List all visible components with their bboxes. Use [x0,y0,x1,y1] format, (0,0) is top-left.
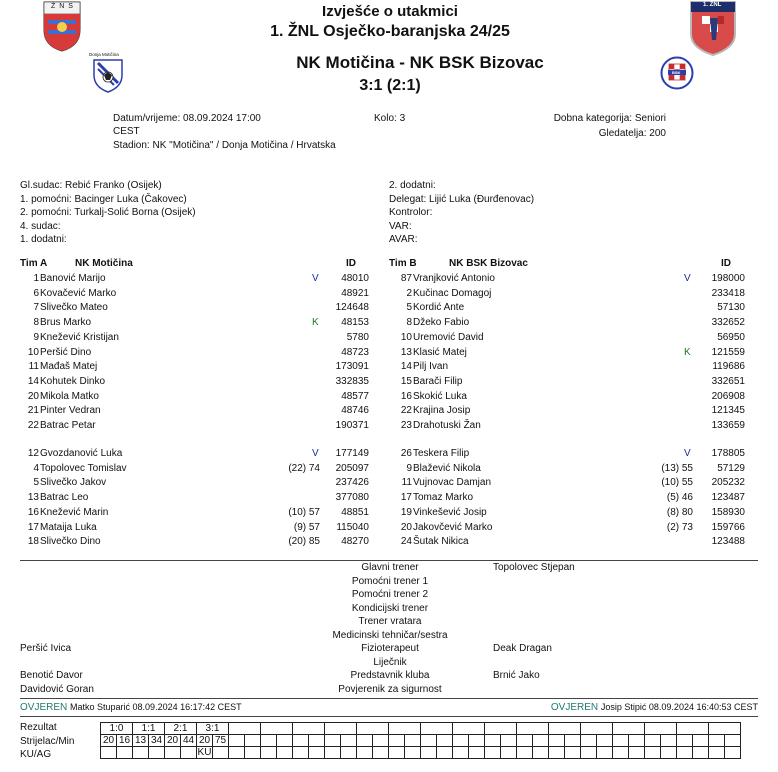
result-cell [517,723,549,735]
away-crest-text: BSK [672,69,681,75]
player-id: 48577 [341,390,369,402]
player-id: 178805 [711,448,745,459]
result-cell: 1:1 [133,723,165,735]
player-name: Teskera Filip [413,448,470,459]
scorer-cell [389,735,405,747]
official-right: VAR: [389,220,412,232]
home-verified-status: OVJEREN [20,702,68,713]
substitution-info: (20) 85 [288,536,320,548]
player-id: 159766 [711,521,745,533]
player-id: 332652 [711,317,745,329]
official-left: Gl.sudac: Rebić Franko (Osijek) [20,180,162,191]
goalkeeper-mark: V [312,273,319,284]
player-id: 332651 [711,375,745,387]
result-cell: 2:1 [165,723,197,735]
scorer-cell: 20 [197,735,213,747]
player-name: Blažević Nikola [413,462,481,474]
card-cell [469,747,485,759]
player-number: 13 [400,346,412,358]
team-b-id-header: ID [721,258,731,269]
result-cell: 1:0 [101,723,133,735]
scorer-cell: 75 [213,735,229,747]
player-number: 1 [33,273,39,284]
player-name: Mikola Matko [40,390,99,402]
substitution-info: (10) 55 [661,477,693,489]
official-right: 2. dodatni: [389,180,436,191]
result-cell [549,723,581,735]
official-left: 1. dodatni: [20,234,67,245]
result-row [101,723,741,735]
scorer-cell [677,735,693,747]
player-id: 190371 [335,420,369,431]
card-cell [309,747,325,759]
card-cell [325,747,341,759]
result-cell [421,723,453,735]
age-category: Dobna kategorija: Seniori [553,113,666,124]
card-cell [613,747,629,759]
match-round: Kolo: 3 [374,113,406,124]
official-right: Kontrolor: [389,207,433,218]
card-cell [117,747,133,759]
player-name: Barači Filip [413,375,463,387]
player-name: Knežević Kristijan [40,331,119,343]
player-id: 48153 [341,317,369,329]
result-cell [357,723,389,735]
staff-role: Medicinski tehničar/sestra [332,629,448,641]
away-staff-name: Deak Dragan [493,643,552,654]
player-id: 377080 [335,492,369,504]
player-id: 56950 [717,331,745,343]
player-number: 9 [406,462,412,474]
player-id: 48746 [341,405,369,417]
player-number: 13 [27,492,39,504]
player-number: 17 [400,492,412,504]
player-id: 133659 [711,420,745,431]
divider [20,698,758,699]
home-verified-by: Matko Stuparić 08.09.2024 16:17:42 CEST [70,702,242,712]
match-timezone: CEST [113,126,140,137]
divider [20,716,758,717]
staff-role: Trener vratara [358,616,422,627]
player-number: 15 [400,375,412,387]
scorer-cell [421,735,437,747]
player-name: Kučinac Domagoj [413,287,492,299]
card-cell [213,747,229,759]
card-cell: KU [197,747,212,758]
player-name: Slivečko Mateo [40,302,108,314]
captain-mark: K [312,317,319,329]
card-cell [357,747,373,759]
away-staff-name: Topolovec Stjepan [493,562,575,573]
player-id: 123487 [711,492,745,504]
scorer-cell [661,735,677,747]
player-id: 123488 [711,536,745,548]
scorer-cell [309,735,325,747]
player-name: Uremović David [413,331,484,343]
staff-role: Liječnik [373,656,407,668]
player-id: 48270 [341,536,369,548]
card-cell [421,747,437,759]
staff-role: Glavni trener [361,562,419,573]
card-cell [581,747,597,759]
player-name: Drahotuski Žan [413,420,481,431]
staff-role: Fizioterapeut [361,643,419,654]
result-row-label: Rezultat [20,722,57,733]
player-number: 19 [400,506,412,518]
player-id: 124648 [335,302,369,314]
player-id: 57130 [717,302,745,314]
player-number: 5 [33,477,39,489]
card-cell [341,747,357,759]
player-id: 5780 [346,331,369,343]
staff-role: Pomoćni trener 2 [351,589,429,600]
player-number: 2 [406,287,412,299]
card-cell [261,747,277,759]
scorer-cell [645,735,661,747]
card-cell [565,747,581,759]
card-cell [149,747,165,759]
scorer-cell [341,735,357,747]
player-name: Krajina Josip [413,405,471,417]
result-cell [485,723,517,735]
staff-role: Pomoćni trener 1 [351,575,429,587]
scorer-cell [581,735,597,747]
scorer-cell [501,735,517,747]
player-name: Brus Marko [40,317,92,329]
player-number: 14 [27,375,39,387]
scorer-cell: 16 [117,735,133,747]
away-crest [660,56,694,90]
player-name: Kordić Ante [413,302,465,314]
player-name: Skokić Luka [413,390,467,402]
card-cell [693,747,709,759]
scorer-cell: 34 [149,735,165,747]
player-number: 12 [27,448,39,459]
card-cell [661,747,677,759]
player-name: Kohutek Dinko [40,375,106,387]
scorer-cell: 44 [181,735,197,747]
player-name: Vranjković Antonio [413,273,495,284]
player-name: Jakovčević Marko [413,521,493,533]
player-number: 16 [400,390,412,402]
official-right: AVAR: [389,234,418,245]
scorer-cell [693,735,709,747]
player-number: 20 [400,521,412,533]
player-id: 121559 [711,346,745,358]
player-id: 48921 [341,287,369,299]
official-left: 4. sudac: [20,220,61,232]
scorer-cell [437,735,453,747]
away-verified-status: OVJEREN [550,702,599,713]
player-number: 22 [400,405,412,417]
official-left: 2. pomoćni: Turkalj-Solić Borna (Osijek) [20,207,196,218]
result-cell [613,723,645,735]
scorer-cell [245,735,261,747]
result-cell [229,723,261,735]
away-verification [500,702,758,713]
player-id: 205232 [711,477,745,489]
home-staff-name: Davidović Goran [20,683,94,695]
scorer-cell [549,735,565,747]
scorer-cell [485,735,501,747]
card-cell [293,747,309,759]
card-cell [181,747,197,759]
player-name: Topolovec Tomislav [40,462,127,474]
card-cell [709,747,725,759]
player-id: 48723 [341,346,369,358]
scorer-cell [325,735,341,747]
player-id: 48851 [341,506,369,518]
card-cell [277,747,293,759]
player-name: Kovačević Marko [40,287,117,299]
goalkeeper-mark: V [684,273,691,284]
result-cell [581,723,613,735]
divider [20,560,758,561]
card-cell [517,747,533,759]
card-cell [549,747,565,759]
card-row [101,747,741,759]
scorer-cell [565,735,581,747]
player-number: 8 [406,317,412,329]
goalkeeper-mark: V [684,448,691,459]
player-name: Peršić Dino [40,346,92,358]
scorer-cell [293,735,309,747]
scorer-cell [597,735,613,747]
result-cell [389,723,421,735]
substitution-info: (13) 55 [661,462,693,474]
player-id: 237426 [335,477,369,489]
team-a-name: NK Motičina [75,258,133,269]
player-number: 21 [27,405,39,417]
card-cell [373,747,389,759]
captain-mark: K [684,346,691,358]
player-number: 11 [28,361,39,373]
player-number: 23 [400,420,412,431]
team-a-label: Tim A [20,258,48,269]
player-name: Džeko Fabio [413,317,470,329]
player-name: Batrac Petar [40,420,96,431]
card-row-label: KU/AG [20,749,52,760]
player-number: 8 [33,317,39,329]
scorer-cell [613,735,629,747]
match-title: NK Motičina - NK BSK Bizovac [296,53,544,72]
substitution-info: (2) 73 [666,521,693,533]
player-name: Batrac Leo [40,492,89,504]
match-datetime: Datum/vrijeme: 08.09.2024 17:00 [113,113,261,124]
substitution-info: (5) 46 [666,492,693,504]
summary-table [100,722,741,759]
official-left: 1. pomoćni: Bacinger Luka (Čakovec) [20,193,187,205]
result-cell [645,723,677,735]
player-number: 7 [33,302,39,314]
match-score: 3:1 (2:1) [359,77,421,94]
scorer-cell: 20 [165,735,181,747]
staff-role: Povjerenik za sigurnost [338,683,442,695]
player-id: 206908 [711,390,745,402]
player-id: 198000 [711,273,745,284]
result-cell [261,723,293,735]
card-cell [437,747,453,759]
player-id: 57129 [717,462,745,474]
card-cell [629,747,645,759]
card-cell [533,747,549,759]
player-number: 4 [33,462,39,474]
player-number: 5 [406,302,412,314]
player-number: 14 [400,361,412,373]
card-cell [405,747,421,759]
result-cell: 3:1 [197,723,229,735]
player-number: 18 [27,536,39,548]
player-id: 158930 [711,506,745,518]
player-id: 177149 [335,448,369,459]
scorer-cell [277,735,293,747]
scorer-cell [725,735,741,747]
scorer-cell [533,735,549,747]
staff-role: Kondicijski trener [351,602,429,614]
team-b-label: Tim B [389,258,417,269]
player-name: Šutak Nikica [413,536,469,548]
scorer-cell [469,735,485,747]
result-cell [677,723,709,735]
player-id: 121345 [711,405,745,417]
match-stadium: Stadion: NK "Motičina" / Donja Motičina / Hrvatska [113,140,336,151]
card-cell [389,747,405,759]
scorer-row-label: Strijelac/Min [20,736,75,747]
player-number: 16 [27,506,39,518]
home-staff-name: Benotić Davor [20,670,83,681]
goalkeeper-mark: V [312,448,319,459]
card-cell [677,747,693,759]
player-id: 233418 [711,287,745,299]
card-cell [485,747,501,759]
player-name: Mataija Luka [40,521,97,533]
player-number: 20 [27,390,39,402]
player-number: 22 [27,420,39,431]
card-cell [165,747,181,759]
scorer-cell [261,735,277,747]
player-id: 173091 [335,361,369,373]
card-cell [245,747,261,759]
scorer-cell [629,735,645,747]
team-a-id-header: ID [346,258,356,269]
home-crest-text: Donja Motičina [89,52,119,57]
substitution-info: (8) 80 [666,506,693,518]
result-cell [325,723,357,735]
staff-role: Predstavnik kluba [350,670,430,681]
player-name: Knežević Marin [40,506,109,518]
player-name: Klasić Matej [413,346,467,358]
player-name: Slivečko Jakov [40,477,107,489]
result-cell [293,723,325,735]
substitution-info: (22) 74 [288,462,320,474]
player-name: Banović Marijo [40,273,106,284]
card-cell [597,747,613,759]
league-title: 1. ŽNL Osječko-baranjska 24/25 [270,23,510,40]
home-staff-name: Peršić Ivica [20,643,72,654]
scorer-cell: 13 [133,735,149,747]
player-id: 119686 [712,361,745,373]
player-name: Mađaš Matej [40,361,98,373]
card-cell [645,747,661,759]
player-name: Pilj Ivan [413,361,449,373]
scorer-cell [357,735,373,747]
zns-logo [42,0,82,52]
player-name: Tomaz Marko [413,492,474,504]
scorer-cell [709,735,725,747]
scorer-cell [373,735,389,747]
player-number: 17 [27,521,39,533]
player-id: 205097 [335,462,369,474]
home-crest [88,53,128,93]
player-id: 115040 [336,521,369,533]
player-number: 26 [400,448,412,459]
substitution-info: (10) 57 [288,506,320,518]
league-logo-text: 1. ŽNL [703,2,722,8]
report-title: Izvješće o utakmici [322,3,458,20]
official-right: Delegat: Lijić Luka (Đurđenovac) [389,193,535,205]
player-name: Slivečko Dino [40,536,101,548]
away-verified-by: Josip Stipić 08.09.2024 16:40:53 CEST [600,702,758,712]
scorer-cell [229,735,245,747]
league-logo [688,0,738,56]
player-number: 87 [400,273,412,284]
card-cell [453,747,469,759]
substitution-info: (9) 57 [293,521,320,533]
result-cell [709,723,741,735]
team-b-name: NK BSK Bizovac [449,258,528,269]
card-cell [101,747,117,759]
player-name: Gvozdanović Luka [40,448,123,459]
player-number: 10 [27,346,39,358]
player-id: 48010 [341,273,369,284]
scorer-cell: 20 [101,735,117,747]
player-number: 24 [400,536,412,548]
away-staff-name: Brnić Jako [493,670,540,681]
scorer-cell [517,735,533,747]
card-cell [501,747,517,759]
scorer-row [101,735,741,747]
player-name: Vujnovac Damjan [413,477,492,489]
result-cell [453,723,485,735]
scorer-cell [405,735,421,747]
spectators: Gledatelja: 200 [598,128,666,139]
player-id: 332835 [335,375,369,387]
home-verification [20,702,242,713]
zns-logo-text: Ž N S [51,3,74,10]
card-cell [133,747,149,759]
card-cell [725,747,741,759]
scorer-cell [453,735,469,747]
player-number: 9 [33,331,39,343]
player-number: 6 [33,287,39,299]
player-name: Vinkešević Josip [413,506,487,518]
player-number: 11 [401,477,412,489]
player-name: Pinter Vedran [40,405,101,417]
card-cell [229,747,245,759]
player-number: 10 [400,331,412,343]
